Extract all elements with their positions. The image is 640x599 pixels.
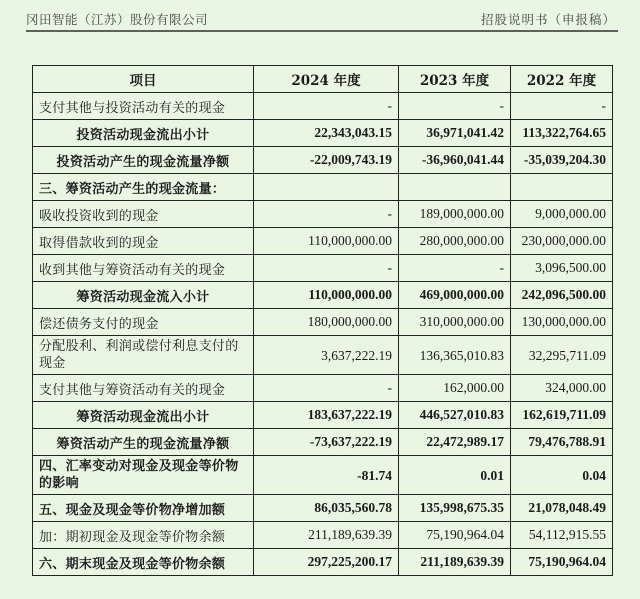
cell-2022: 230,000,000.00 xyxy=(511,228,613,255)
cell-2024: 86,035,560.78 xyxy=(254,495,399,522)
table-row xyxy=(33,93,613,120)
cell-2022: 324,000.00 xyxy=(511,375,613,402)
cell-2024: -81.74 xyxy=(254,456,399,495)
row-label: 取得借款收到的现金 xyxy=(33,228,254,255)
cell-2023: 36,971,041.42 xyxy=(399,120,511,147)
cell-2022: 32,295,711.09 xyxy=(511,336,613,375)
cell-2023: 162,000.00 xyxy=(399,375,511,402)
table-row xyxy=(33,522,613,549)
cell-2024: - xyxy=(254,93,399,120)
cell-2022: - xyxy=(511,93,613,120)
cell-2022: 21,078,048.49 xyxy=(511,495,613,522)
cell-2024: 180,000,000.00 xyxy=(254,309,399,336)
cell-2022: -35,039,204.30 xyxy=(511,147,613,174)
table-row xyxy=(33,495,613,522)
cell-2023: - xyxy=(399,93,511,120)
cell-2022 xyxy=(511,174,613,201)
page-header xyxy=(26,8,618,32)
cell-2023: 0.01 xyxy=(399,456,511,495)
cell-2024: 211,189,639.39 xyxy=(254,522,399,549)
row-label: 投资活动产生的现金流量净额 xyxy=(33,147,254,174)
cell-2024: - xyxy=(254,255,399,282)
cell-2024: 110,000,000.00 xyxy=(254,228,399,255)
row-label: 投资活动现金流出小计 xyxy=(33,120,254,147)
row-label: 六、期末现金及现金等价物余额 xyxy=(33,549,254,576)
cell-2023: - xyxy=(399,255,511,282)
table-row xyxy=(33,429,613,456)
row-label: 偿还债务支付的现金 xyxy=(33,309,254,336)
table-row xyxy=(33,456,613,495)
cell-2022: 79,476,788.91 xyxy=(511,429,613,456)
cell-2024 xyxy=(254,174,399,201)
table-row xyxy=(33,336,613,375)
row-label: 筹资活动产生的现金流量净额 xyxy=(33,429,254,456)
row-label: 支付其他与投资活动有关的现金 xyxy=(33,93,254,120)
cell-2023: 189,000,000.00 xyxy=(399,201,511,228)
cell-2024: 110,000,000.00 xyxy=(254,282,399,309)
table-row xyxy=(33,402,613,429)
cell-2024: - xyxy=(254,201,399,228)
table-row xyxy=(33,255,613,282)
cell-2024: 22,343,043.15 xyxy=(254,120,399,147)
table-row xyxy=(33,549,613,576)
cell-2022: 130,000,000.00 xyxy=(511,309,613,336)
cell-2023: 135,998,675.35 xyxy=(399,495,511,522)
row-label: 加：期初现金及现金等价物余额 xyxy=(33,522,254,549)
column-header-2024: 2024 年度 xyxy=(254,66,399,93)
cell-2022: 3,096,500.00 xyxy=(511,255,613,282)
table-row xyxy=(33,120,613,147)
cash-flow-table xyxy=(32,65,613,576)
cell-2024: 3,637,222.19 xyxy=(254,336,399,375)
row-label: 筹资活动现金流出小计 xyxy=(33,402,254,429)
cell-2023: 211,189,639.39 xyxy=(399,549,511,576)
cell-2024: - xyxy=(254,375,399,402)
column-header-2023: 2023 年度 xyxy=(399,66,511,93)
table-row xyxy=(33,228,613,255)
cell-2023: 469,000,000.00 xyxy=(399,282,511,309)
row-label: 五、现金及现金等价物净增加额 xyxy=(33,495,254,522)
table-header-row xyxy=(33,66,613,93)
cell-2023: 22,472,989.17 xyxy=(399,429,511,456)
cell-2023 xyxy=(399,174,511,201)
row-label: 收到其他与筹资活动有关的现金 xyxy=(33,255,254,282)
table-row xyxy=(33,309,613,336)
cell-2024: 297,225,200.17 xyxy=(254,549,399,576)
cell-2022: 54,112,915.55 xyxy=(511,522,613,549)
cell-2022: 9,000,000.00 xyxy=(511,201,613,228)
cell-2022: 242,096,500.00 xyxy=(511,282,613,309)
cell-2023: 446,527,010.83 xyxy=(399,402,511,429)
row-label: 三、筹资活动产生的现金流量： xyxy=(33,174,254,201)
cell-2022: 162,619,711.09 xyxy=(511,402,613,429)
table-row xyxy=(33,147,613,174)
cell-2023: 136,365,010.83 xyxy=(399,336,511,375)
cell-2022: 113,322,764.65 xyxy=(511,120,613,147)
company-name: 冈田智能（江苏）股份有限公司 xyxy=(26,12,209,27)
row-label: 分配股利、利润或偿付利息支付的现金 xyxy=(33,336,254,375)
cell-2023: 310,000,000.00 xyxy=(399,309,511,336)
row-label: 四、汇率变动对现金及现金等价物的影响 xyxy=(33,456,254,495)
document-title: 招股说明书（申报稿） xyxy=(480,12,616,27)
cell-2023: 75,190,964.04 xyxy=(399,522,511,549)
cell-2024: -22,009,743.19 xyxy=(254,147,399,174)
cell-2023: 280,000,000.00 xyxy=(399,228,511,255)
row-label: 筹资活动现金流入小计 xyxy=(33,282,254,309)
table-row xyxy=(33,174,613,201)
cell-2023: -36,960,041.44 xyxy=(399,147,511,174)
cell-2022: 0.04 xyxy=(511,456,613,495)
column-header-item: 项目 xyxy=(33,66,254,93)
table-row xyxy=(33,201,613,228)
cell-2022: 75,190,964.04 xyxy=(511,549,613,576)
cell-2024: -73,637,222.19 xyxy=(254,429,399,456)
row-label: 吸收投资收到的现金 xyxy=(33,201,254,228)
column-header-2022: 2022 年度 xyxy=(511,66,613,93)
cell-2024: 183,637,222.19 xyxy=(254,402,399,429)
table-row xyxy=(33,375,613,402)
table-row xyxy=(33,282,613,309)
row-label: 支付其他与筹资活动有关的现金 xyxy=(33,375,254,402)
